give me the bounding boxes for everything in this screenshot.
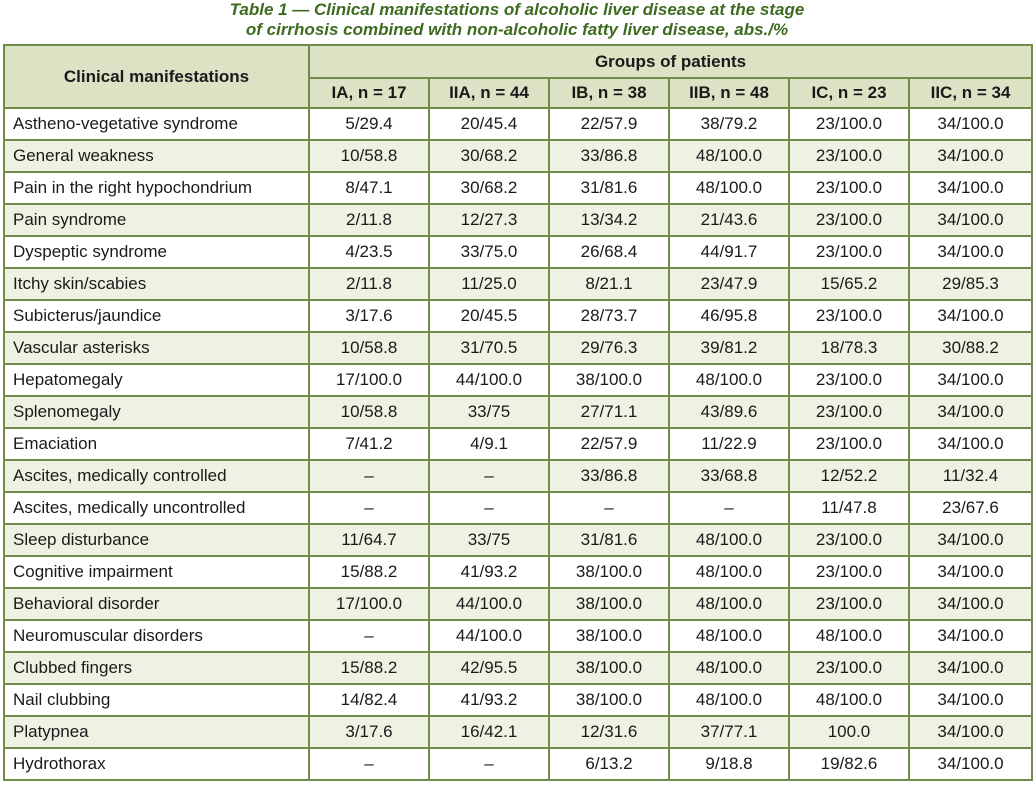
table-cell: –	[309, 460, 429, 492]
table-cell: 3/17.6	[309, 716, 429, 748]
table-cell: 34/100.0	[909, 684, 1032, 716]
row-label: Hydrothorax	[4, 748, 309, 780]
row-label: Behavioral disorder	[4, 588, 309, 620]
table-cell: 23/100.0	[789, 396, 909, 428]
table-cell: –	[309, 748, 429, 780]
table-cell: 9/18.8	[669, 748, 789, 780]
table-caption	[0, 0, 1034, 44]
table-row	[4, 108, 1032, 140]
column-header: IIB, n = 48	[669, 78, 789, 108]
table-cell: 2/11.8	[309, 204, 429, 236]
caption-line-1: Table 1 — Clinical manifestations of alcoholic liver disease at the stage	[229, 0, 805, 19]
table-cell: –	[429, 460, 549, 492]
row-label: Itchy skin/scabies	[4, 268, 309, 300]
table-cell: 11/32.4	[909, 460, 1032, 492]
table-cell: 11/64.7	[309, 524, 429, 556]
table-cell: 23/100.0	[789, 428, 909, 460]
table-cell: 34/100.0	[909, 748, 1032, 780]
table-row	[4, 748, 1032, 780]
table-cell: 23/100.0	[789, 300, 909, 332]
table-cell: 23/100.0	[789, 108, 909, 140]
table-row	[4, 620, 1032, 652]
table-cell: 34/100.0	[909, 652, 1032, 684]
table-cell: 33/75	[429, 524, 549, 556]
table-cell: 15/88.2	[309, 556, 429, 588]
table-cell: 8/47.1	[309, 172, 429, 204]
table-body	[4, 108, 1032, 780]
column-header: IIA, n = 44	[429, 78, 549, 108]
table-cell: 23/47.9	[669, 268, 789, 300]
table-cell: 38/79.2	[669, 108, 789, 140]
table-cell: 43/89.6	[669, 396, 789, 428]
table-cell: 48/100.0	[669, 364, 789, 396]
table-cell: 20/45.5	[429, 300, 549, 332]
table-cell: 48/100.0	[669, 524, 789, 556]
table-row	[4, 332, 1032, 364]
column-header: IC, n = 23	[789, 78, 909, 108]
table-cell: 38/100.0	[549, 556, 669, 588]
table-cell: 5/29.4	[309, 108, 429, 140]
row-label: Ascites, medically uncontrolled	[4, 492, 309, 524]
table-cell: 33/86.8	[549, 460, 669, 492]
row-label: Ascites, medically controlled	[4, 460, 309, 492]
table-cell: 34/100.0	[909, 620, 1032, 652]
table-cell: 38/100.0	[549, 684, 669, 716]
table-cell: 41/93.2	[429, 684, 549, 716]
table-cell: 4/23.5	[309, 236, 429, 268]
table-cell: 34/100.0	[909, 364, 1032, 396]
table-cell: 44/91.7	[669, 236, 789, 268]
table-cell: 7/41.2	[309, 428, 429, 460]
table-cell: 44/100.0	[429, 620, 549, 652]
table-cell: 11/25.0	[429, 268, 549, 300]
table-row	[4, 588, 1032, 620]
table-cell: 48/100.0	[669, 620, 789, 652]
table-cell: 23/100.0	[789, 364, 909, 396]
table-cell: –	[309, 492, 429, 524]
table-cell: 18/78.3	[789, 332, 909, 364]
table-cell: 34/100.0	[909, 428, 1032, 460]
table-row	[4, 652, 1032, 684]
table-cell: 44/100.0	[429, 588, 549, 620]
row-label: Subicterus/jaundice	[4, 300, 309, 332]
row-label-header: Clinical manifestations	[4, 45, 309, 108]
table-cell: 33/68.8	[669, 460, 789, 492]
table-row	[4, 300, 1032, 332]
table-row	[4, 492, 1032, 524]
column-header: IB, n = 38	[549, 78, 669, 108]
column-header: IA, n = 17	[309, 78, 429, 108]
row-label: Hepatomegaly	[4, 364, 309, 396]
table-cell: 38/100.0	[549, 652, 669, 684]
row-label: Vascular asterisks	[4, 332, 309, 364]
table-cell: 15/88.2	[309, 652, 429, 684]
table-row	[4, 716, 1032, 748]
row-label: Emaciation	[4, 428, 309, 460]
table-cell: –	[429, 748, 549, 780]
table-cell: 4/9.1	[429, 428, 549, 460]
table-cell: 31/81.6	[549, 172, 669, 204]
table-cell: 33/75	[429, 396, 549, 428]
table-cell: –	[549, 492, 669, 524]
table-cell: –	[669, 492, 789, 524]
table-cell: 19/82.6	[789, 748, 909, 780]
table-cell: 31/81.6	[549, 524, 669, 556]
table-cell: 38/100.0	[549, 620, 669, 652]
table-cell: 44/100.0	[429, 364, 549, 396]
table-cell: –	[429, 492, 549, 524]
table-cell: –	[309, 620, 429, 652]
row-label: Pain in the right hypochondrium	[4, 172, 309, 204]
table-cell: 34/100.0	[909, 108, 1032, 140]
table-cell: 34/100.0	[909, 556, 1032, 588]
table-cell: 29/85.3	[909, 268, 1032, 300]
table-cell: 17/100.0	[309, 588, 429, 620]
row-label: Neuromuscular disorders	[4, 620, 309, 652]
table-cell: 23/100.0	[789, 204, 909, 236]
table-cell: 34/100.0	[909, 300, 1032, 332]
table-cell: 48/100.0	[669, 588, 789, 620]
table-cell: 22/57.9	[549, 428, 669, 460]
table-cell: 11/22.9	[669, 428, 789, 460]
table-cell: 12/31.6	[549, 716, 669, 748]
table-cell: 34/100.0	[909, 716, 1032, 748]
table-cell: 30/68.2	[429, 172, 549, 204]
table-cell: 34/100.0	[909, 204, 1032, 236]
table-row	[4, 364, 1032, 396]
table-header	[4, 45, 1032, 108]
table-row	[4, 268, 1032, 300]
table-cell: 23/100.0	[789, 140, 909, 172]
table-cell: 48/100.0	[669, 556, 789, 588]
table-cell: 22/57.9	[549, 108, 669, 140]
table-cell: 10/58.8	[309, 140, 429, 172]
group-header: Groups of patients	[309, 45, 1032, 78]
table-row	[4, 204, 1032, 236]
table-cell: 12/27.3	[429, 204, 549, 236]
row-label: Nail clubbing	[4, 684, 309, 716]
table-cell: 20/45.4	[429, 108, 549, 140]
table-cell: 23/100.0	[789, 588, 909, 620]
table-cell: 34/100.0	[909, 140, 1032, 172]
row-label: Dyspeptic syndrome	[4, 236, 309, 268]
table-row	[4, 428, 1032, 460]
table-cell: 30/88.2	[909, 332, 1032, 364]
table-cell: 8/21.1	[549, 268, 669, 300]
table-cell: 37/77.1	[669, 716, 789, 748]
column-header: IIC, n = 34	[909, 78, 1032, 108]
table-cell: 48/100.0	[789, 684, 909, 716]
row-label: Astheno-vegetative syndrome	[4, 108, 309, 140]
table-row	[4, 396, 1032, 428]
table-row	[4, 236, 1032, 268]
table-cell: 17/100.0	[309, 364, 429, 396]
table-cell: 21/43.6	[669, 204, 789, 236]
table-cell: 34/100.0	[909, 524, 1032, 556]
table-cell: 23/100.0	[789, 556, 909, 588]
table-row	[4, 556, 1032, 588]
table-cell: 26/68.4	[549, 236, 669, 268]
table-cell: 34/100.0	[909, 172, 1032, 204]
table-row	[4, 460, 1032, 492]
clinical-manifestations-table	[3, 44, 1033, 781]
table-cell: 46/95.8	[669, 300, 789, 332]
table-cell: 48/100.0	[669, 140, 789, 172]
table-cell: 28/73.7	[549, 300, 669, 332]
table-cell: 33/86.8	[549, 140, 669, 172]
table-cell: 11/47.8	[789, 492, 909, 524]
table-cell: 14/82.4	[309, 684, 429, 716]
table-cell: 48/100.0	[669, 684, 789, 716]
table-cell: 2/11.8	[309, 268, 429, 300]
table-cell: 23/100.0	[789, 524, 909, 556]
row-label: Clubbed fingers	[4, 652, 309, 684]
table-cell: 23/100.0	[789, 652, 909, 684]
table-cell: 34/100.0	[909, 396, 1032, 428]
table-cell: 48/100.0	[789, 620, 909, 652]
row-label: Sleep disturbance	[4, 524, 309, 556]
table-cell: 10/58.8	[309, 332, 429, 364]
table-row	[4, 524, 1032, 556]
table-cell: 23/100.0	[789, 236, 909, 268]
table-cell: 31/70.5	[429, 332, 549, 364]
table-cell: 23/100.0	[789, 172, 909, 204]
table-cell: 39/81.2	[669, 332, 789, 364]
table-cell: 41/93.2	[429, 556, 549, 588]
table-row	[4, 140, 1032, 172]
table-cell: 100.0	[789, 716, 909, 748]
row-label: Platypnea	[4, 716, 309, 748]
row-label: Cognitive impairment	[4, 556, 309, 588]
table-cell: 16/42.1	[429, 716, 549, 748]
table-cell: 15/65.2	[789, 268, 909, 300]
table-cell: 12/52.2	[789, 460, 909, 492]
table-cell: 34/100.0	[909, 588, 1032, 620]
table-cell: 27/71.1	[549, 396, 669, 428]
table-cell: 48/100.0	[669, 652, 789, 684]
row-label: Splenomegaly	[4, 396, 309, 428]
table-cell: 29/76.3	[549, 332, 669, 364]
table-cell: 3/17.6	[309, 300, 429, 332]
table-cell: 48/100.0	[669, 172, 789, 204]
table-cell: 33/75.0	[429, 236, 549, 268]
table-cell: 6/13.2	[549, 748, 669, 780]
table-cell: 34/100.0	[909, 236, 1032, 268]
table-cell: 13/34.2	[549, 204, 669, 236]
table-cell: 38/100.0	[549, 588, 669, 620]
caption-line-2: of cirrhosis combined with non-alcoholic fatty liver disease, abs./%	[245, 20, 789, 39]
table-cell: 23/67.6	[909, 492, 1032, 524]
table-cell: 10/58.8	[309, 396, 429, 428]
row-label: General weakness	[4, 140, 309, 172]
row-label: Pain syndrome	[4, 204, 309, 236]
table-cell: 42/95.5	[429, 652, 549, 684]
table-cell: 38/100.0	[549, 364, 669, 396]
table-cell: 30/68.2	[429, 140, 549, 172]
table-row	[4, 172, 1032, 204]
table-row	[4, 684, 1032, 716]
